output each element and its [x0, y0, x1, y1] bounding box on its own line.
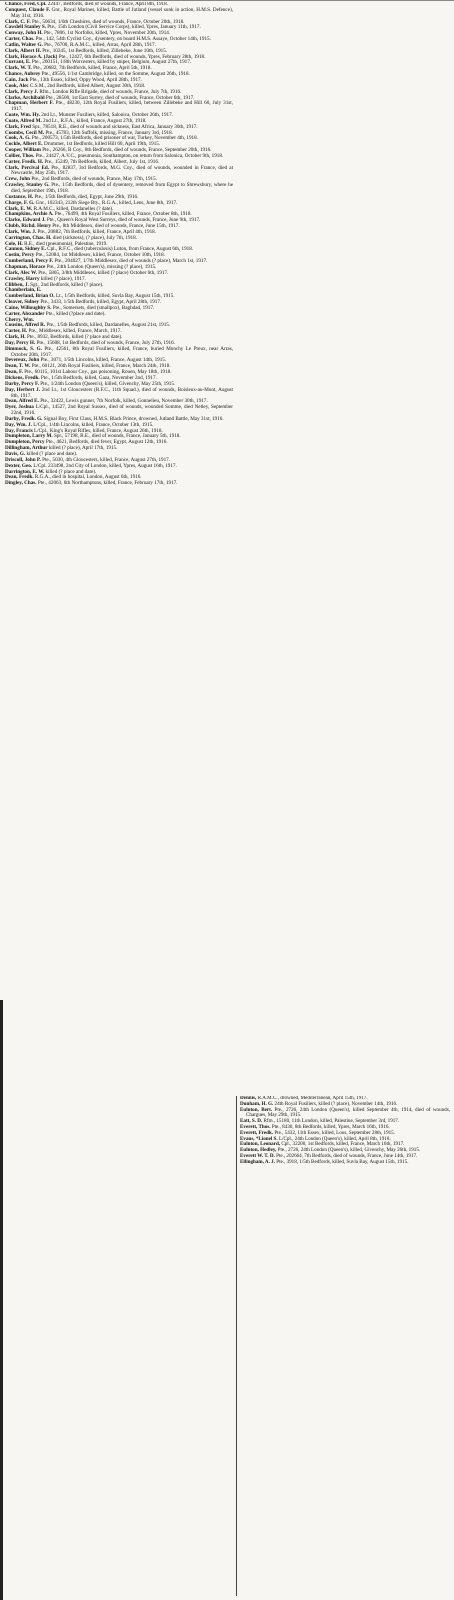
entry-name: Clibben, J. — [5, 281, 29, 288]
entry-name: Crawley, Stanley G. — [5, 182, 50, 189]
entry-name: Day, Percy H. — [5, 339, 36, 346]
entry-name: Carter, Fredk. H. — [5, 158, 44, 165]
entry-details: Lt., 1/5th Bedfords, killed, Suvla Bay, August 15th, 1915. — [56, 293, 175, 300]
entry-name: Dyer, Joshua — [5, 404, 34, 411]
left-column-roll — [5, 2, 233, 1598]
entry-name: Driscoll, John P. — [5, 456, 41, 463]
entry-details: killed (? place and date). — [45, 468, 97, 475]
entry-details: Rfm., 15180, 11th London, killed, Palestine, September 3rd, 1917. — [263, 1118, 400, 1125]
entry-name: Cole, H. — [5, 240, 23, 247]
entry-details: Pte., 12427, 6th Bedfords, died of wounds, Ypres, February 28th, 1918. — [58, 53, 206, 60]
entry-details: Spr., 78518, R.E., died of wounds and sickness, East Africa, January 30th, 1917. — [32, 123, 198, 130]
entry-name: Eulnton, Hedley, — [240, 1147, 277, 1154]
entry-details: Pte., 200573, 1/5th Bedfords, died prisoner of war, Turkey, November 4th, 1918. — [31, 135, 198, 142]
entry-name: Everett, Fredk. — [240, 1129, 274, 1136]
entry-name: Costin, Percy — [5, 252, 35, 259]
entry-details: Pte., 15th London (Civil Service Corps), killed, Ypres, January 11th, 1917. — [47, 24, 201, 31]
entry-name: Dean, Fredk. — [5, 474, 34, 481]
entry-details: Pte., 24th London (Queen's), missing (? place), 1915. — [46, 263, 157, 270]
entry-details: L/Cpl., 14527, 2nd Royal Sussex, died of wounds, wounded Somme, died Netley, September 22nd, 1916. — [11, 404, 233, 417]
entry-details: Pte., 42561, 8th Royal Fusiliers, killed, France, buried Monchy Le Preux, near Arras, October 20th, 1917. — [11, 345, 233, 358]
entry-name: Darrington, E. W. — [5, 468, 45, 475]
entry-details: Pte., killed (?place and date). — [45, 310, 106, 317]
entry-name: Chance, Fred, Cpl. — [5, 2, 47, 7]
entry-details: Pte., 1/5th Bedfords, died, Egypt, June 29th, 1916. — [34, 193, 139, 200]
entry-name: Conquest, Claude F. — [5, 6, 51, 13]
entry-name: Everett, Thos. — [240, 1123, 271, 1130]
entry-name: Chapman, Horace — [5, 263, 46, 270]
entry-details: Pte., 5865, 3/8th Middlesex, killed (? place) October 6th, 1917. — [38, 269, 169, 276]
entry-details: 2nd Lt., 1st Gloucesters (R.F.C., 11th Squad.), died of wounds, Boisleux-au-Mont, August 8th, 1917. — [11, 386, 233, 399]
entry-details: Pte., 3071, 1/5th Lincolns, killed, France, August 14th, 1915. — [40, 357, 167, 364]
entry-name: Clarke, Archibald — [5, 94, 45, 101]
entry-details: R.A.M.C., drowned, Mediterranean, April 15th, 1917. — [257, 1096, 368, 1101]
entry-details: L/Cpl., King's Royal Rifles, killed, France, August 26th, 1918. — [34, 427, 163, 434]
entry-details: Pte., 49556, 1/1st Cambridge, killed, on the Somme, August 26th, 1918. — [41, 71, 190, 78]
entry-name: Darby, Percy F. — [5, 380, 39, 387]
entry-name: Carter, Alexander — [5, 310, 45, 317]
entry-details: Pte., 32422, Lewis gunner, 7th Norfolk, killed, Gonnelieu, November 30th, 1917. — [40, 398, 208, 405]
entry-details: Signal Boy, First Class, H.M.S. Black Prince, drowned, Jutland Battle, May 31st, 1916. — [43, 415, 224, 422]
entry-name: Clark, Horace A. (Jack) — [5, 53, 58, 60]
entry-name: Davis, G. — [5, 450, 26, 457]
entry-details: Gnr., Royal Marines, killed, Battle of Jutland (vessel sunk in action, H.M.S. Defence), May 31st, 1916. — [11, 6, 233, 19]
entry-details: Sgt., 2nd Bedfords, killed (? place). — [30, 281, 104, 288]
entry-details: Pte., 1/5th Bedfords, killed, Dardanelles, August 21st, 1915. — [46, 322, 171, 329]
entry-name: Dunham, H. G. — [240, 1100, 274, 1107]
entry-details: R.G.A., died in hospital, London, August 6th, 1916. — [34, 474, 142, 481]
entry-details: Pte., 10245, 1st Bedfords, killed, Zillebeke, June 10th, 1915. — [42, 47, 168, 54]
entry-details: Pte., 42063, 6th Northamptons, killed, France, February 17th, 1917. — [37, 480, 178, 487]
entry-details: Pte., 24427, A.V.C., pneumonia, Southampton, on return from Salonica, October 9th, 1918. — [35, 152, 224, 159]
entry-details: Pte., 45783, 12th Suffolk, missing, France, January 3rd, 1918. — [45, 129, 173, 136]
entry-details: Pte., 28500, 1st East Surrey, died of wounds, France, October 6th, 1917. — [45, 94, 195, 101]
entry-name: Darby, Fredk. G. — [5, 415, 43, 422]
entry-details: Pte., 13th Essex, killed, Oppy Wood, April 28th, 1917. — [29, 76, 142, 83]
column-divider — [236, 1096, 237, 1596]
entry-details: Pte., 15249, 7th Bedfords, killed, Albert, July 1st, 1916. — [44, 158, 160, 165]
entry-details: Pte., Queen's Royal West Surreys, died of wounds, France, June 9th, 1917. — [46, 217, 201, 224]
entry-details: Pte., 202664, 7th Bedfords, died of wounds, France, June 14th, 1917. — [276, 1152, 418, 1159]
entry-name: Crawley, Harry — [5, 275, 40, 282]
entry-name: Cockle, Albert E. — [5, 141, 43, 148]
entry-name: Crew, John — [5, 176, 31, 183]
entry-name: Dillingham, Arthur — [5, 445, 48, 452]
entry-name: Carrington, Chas. H. — [5, 234, 52, 241]
entry-details: Drummer, 1st Bedfords, killed Hill 60, April 19th, 1915. — [44, 141, 161, 148]
entry-name: Cumberland, Brian O. — [5, 293, 55, 300]
entry-name: Clark, H. — [5, 334, 26, 341]
roll-entry — [5, 481, 233, 487]
entry-name: Caine, Willoughby S. — [5, 304, 52, 311]
entry-name: Dingley, Chas. — [5, 480, 37, 487]
entry-details: Pte., 7806, 1st Norfolks, killed, Ypres, November 20th, 1914. — [44, 30, 171, 37]
entry-details: Pte., 48230, 12th Royal Fusiliers, killed, between Zillebeke and Hill 60, July 31st, 1917. — [11, 100, 233, 113]
entry-name: Ellingham, A. J. — [240, 1158, 275, 1165]
entry-name: Cleaver, Sidney — [5, 299, 40, 306]
entry-details: Pte., 76499, 4th Royal Fusiliers, killed, France, October 8th, 1918. — [54, 211, 192, 218]
entry-details: L/Cpl. 233498, 2nd City of London, killed, Ypres, August 16th, 1917. — [33, 462, 177, 469]
entry-details: Pte., 60115, 101st Labour Coy., gas poisoning, Rouen, May 18th, 1918. — [24, 369, 172, 376]
entry-name: Dickens, Fredk. — [5, 375, 40, 381]
entry-name: Carter, Chas. — [5, 36, 35, 43]
entry-details: Pte., 8th Middlesex, died of wounds, France, June 15th, 1917. — [52, 223, 180, 230]
entry-name: Clark, C. F. — [5, 18, 31, 25]
entry-details: Cpl., 32200, 1st Bedfords, killed, France, March 16th, 1917. — [281, 1141, 405, 1148]
entry-details: Pte., 8932, Bedfords, killed (? place and date). — [27, 334, 123, 341]
entry-details: Pte., 60121, 26th Royal Fusiliers, killed, France, March 24th, 1918. — [31, 363, 171, 370]
entry-name: Dumpleton, Percy — [5, 439, 45, 446]
entry-details: Pte., 76700, R.A.M.C., killed, Arras, April 28th, 1917. — [44, 41, 156, 48]
entry-name: Cook, A. G. — [5, 135, 31, 142]
entry-name: Clark, E. W. — [5, 205, 33, 212]
page-binding-edge — [0, 1000, 3, 1600]
entry-name: Clark, Wm. J. — [5, 228, 37, 235]
entry-details: died (sickness), (? place), July 7th, 1918. — [52, 234, 137, 241]
entry-details: Pte., 50634, 1/6th Cheshires, died of wounds, France, October 20th, 1918. — [31, 18, 185, 25]
entry-details: 22447, Bedfords, died of wounds, France, April 8th, 1918. — [47, 2, 168, 7]
entry-details: Pte., 3433, 1/5th Bedfords, killed, Egypt, April 28th, 1917. — [40, 299, 162, 306]
entry-name: Clubb, Richd. Henry — [5, 223, 51, 230]
entry-name: Day, Herbert J. — [5, 386, 41, 393]
entry-details: Gnr., 102343, 212th Siege Bty., R.G.A., killed, Lens, June 8th, 1917. — [35, 199, 178, 206]
top-rule — [0, 0, 454, 1]
entry-details: Pte., 15608, 1st Bedfords, died of wounds, France, July 27th, 1916. — [36, 339, 175, 346]
entry-name: Clark, Albert H. — [5, 47, 41, 54]
entry-name: Cook, Alec — [5, 82, 29, 89]
entry-name: Dumpleton, Larry M. — [5, 433, 53, 440]
entry-name: Eulnton, Bert. — [240, 1106, 273, 1113]
entry-details: Pte., 1/5th Bedfords, killed, Gaza, November 2nd, 1917. — [40, 375, 157, 381]
entry-name: Day, Wm. J. — [5, 421, 32, 428]
entry-name: Dexter, Geo. — [5, 462, 33, 469]
entry-details: Pte., 1/24th London (Queen's), killed, Givenchy, May 25th, 1915. — [40, 380, 176, 387]
entry-name: Chance, Aubrey — [5, 71, 41, 78]
entry-name: Charge, F. G. — [5, 199, 35, 206]
entry-details: Pte., 2726, 24th London (Queen's), killed September 4th, 1914, died of wounds, Chargues, May 29th, 1915. — [246, 1106, 450, 1119]
entry-details: L/Cpl., 1/4th Lincolns, killed, France, October 13th, 1915. — [33, 421, 154, 428]
right-column-roll — [240, 1096, 450, 1166]
entry-name: Cooper, William — [5, 147, 41, 154]
entry-name: Cousins, Alfred R. — [5, 322, 46, 329]
entry-name: Everett W. T. D. — [240, 1152, 275, 1159]
entry-details: 2nd Lt., R.F.A., killed, France, August 27th, 1918. — [43, 117, 147, 124]
entry-details: Pte., 142, 54th Cyclist Coy., dysentery, on board H.M.S. Assaye, October 14th, 1915. — [35, 36, 211, 43]
entry-name: Dean, F. — [5, 369, 23, 376]
entry-name: Clark, Percy J. — [5, 88, 39, 95]
entry-details: Pte., 20882, 7th Bedfords, killed, France, April 4th, 1918. — [37, 228, 156, 235]
entry-name: Currant, E. — [5, 59, 31, 66]
entry-name: Day, Francis — [5, 427, 33, 434]
entry-details: 2nd Lt., Munster Fusiliers, killed, Salonica, October 26th, 1917. — [41, 112, 173, 119]
entry-details: R.E., died (pneumonia), Palestine, 1919. — [24, 240, 108, 247]
entry-name: Clark, W. T. — [5, 65, 32, 72]
entry-details: C.S.M., 2nd Bedfords, killed Albert, August 30th, 1918. — [30, 82, 146, 89]
entry-details: Pte., Middlesex, killed, France, March, 1917. — [28, 328, 122, 335]
entry-name: Conway, John H. — [5, 30, 43, 37]
entry-details: Pte., Somersets, died (smallpox), Baghdad, 1917. — [52, 304, 155, 311]
entry-details: R.A.M.C., killed, Dardanelles (? date). — [33, 205, 114, 212]
entry-details: Pte., 8430, 8th Bedfords, killed, Ypres, March 16th, 1916. — [271, 1123, 390, 1130]
entry-name: Clarke, Edward J. — [5, 217, 46, 224]
entry-details: Cpl., R.F.C., died (tuberculosis) Luton, from France, August 6th, 1918. — [47, 246, 194, 253]
entry-details: Pte., 20682, 7th Bedfords, killed, France, April 5th, 1918. — [33, 65, 152, 72]
entry-name: Dean, Alfred E. — [5, 398, 39, 405]
entry-details: L/Cpl., 24th London (Queen's), killed, April 8th, 1918. — [278, 1135, 391, 1142]
entry-details: Pte., 4621, Bedfords, died fever, Egypt, August 12th, 1916. — [45, 439, 168, 446]
entry-name: Cannon, Sidney E. — [5, 246, 46, 253]
entry-details: Pte., 2nd Bedfords, died of wounds, France, May 17th, 1915. — [31, 176, 157, 183]
entry-name: Custance, H. — [5, 193, 34, 200]
entry-details: Pte., 204027, 1/7th Middlesex, died of wounds (? place), March 1st, 1917. — [54, 258, 208, 265]
entry-name: Carter, H. — [5, 328, 28, 335]
entry-details: Pte., 5432, 11th Essex, killed, Loos, September 28th, 1915. — [274, 1129, 395, 1136]
entry-details: Pte., 260151, 1/8th Worcesters, killed by sniper, Belgium, August 27th, 1917. — [31, 59, 192, 66]
entry-name: Collier, Thos. — [5, 152, 35, 159]
entry-name: Dimmock, S. G. — [5, 345, 42, 352]
entry-name: Champkins, Archie A. — [5, 211, 54, 218]
entry-name: Cain, Jack — [5, 76, 29, 83]
entry-details: Pte., 82837, 3rd Bedfords, M.G. Coy., died of wounds, wounded in France, died at Newcastle, May 25th, 1917. — [11, 164, 233, 177]
entry-name: Chamberlain, E. — [5, 287, 42, 294]
entry-name: Chapman, Herbert F. — [5, 100, 54, 107]
entry-name: Catlin, Walter G. — [5, 41, 43, 48]
entry-details: Pte., 26266, B Coy., 8th Bedfords, died of wounds, France, September 20th, 1916. — [42, 147, 212, 154]
entry-name: Coate, Alfred M. — [5, 117, 42, 124]
entry-details: 24th Royal Fusiliers, killed (? place), November 14th, 1916. — [274, 1100, 398, 1107]
entry-name: Evans, *Lionel S. — [240, 1135, 278, 1142]
entry-name: Cumberland, Percy F. — [5, 258, 54, 265]
entry-name: Coombs, Cecil M. — [5, 129, 45, 136]
entry-details: Pte., 2726, 24th London (Queen's), killed, Givenchy, May 26th, 1915. — [277, 1147, 421, 1154]
entry-details: Pte., 3918, 1/5th Bedfords, killed, Suvla Bay, August 15th, 1915. — [276, 1158, 409, 1165]
entry-details: Pte., 1/5th Bedfords, died of dysentery, removed from Egypt to Shrewsbury, where he died, September 19th, 1918. — [11, 182, 233, 194]
entry-name: Clark, Fred — [5, 123, 31, 130]
entry-name: Cherry, Wm. — [5, 316, 34, 323]
entry-name: Clark, Alec W. — [5, 269, 37, 276]
entry-name: Clark, Percival Ed. — [5, 164, 50, 171]
entry-details: killed (? place and date). — [26, 450, 78, 457]
entry-details: Pte., 52084, 1st Middlesex, killed, France, October 10th, 1918. — [35, 252, 165, 259]
entry-name: Coate, Wm. Hy. — [5, 112, 40, 119]
entry-name: Eulnton, Leonard, — [240, 1141, 281, 1148]
entry-details: Spr., 57198, R.E., died of wounds, France, January 5th, 1918. — [54, 433, 181, 440]
entry-name: Dennis, — [240, 1096, 257, 1101]
entry-name: Cawdell Stanley S. — [5, 24, 46, 31]
roll-entry — [240, 1160, 450, 1166]
entry-name: Dean, T. W. — [5, 363, 31, 370]
entry-details: Rfm., London Rifle Brigade, died of wounds, France, July 7th, 1916. — [39, 88, 182, 95]
entry-name: Devereux, John — [5, 357, 40, 364]
entry-details: killed (? place), April 17th, 1915. — [48, 445, 118, 452]
entry-details: killed (? place), 1917. — [40, 275, 86, 282]
entry-name: Eatt, S. D. — [240, 1118, 263, 1125]
entry-details: Pte., 5030, 4th Gloucesters, killed, France, August 27th, 1917. — [42, 456, 171, 463]
